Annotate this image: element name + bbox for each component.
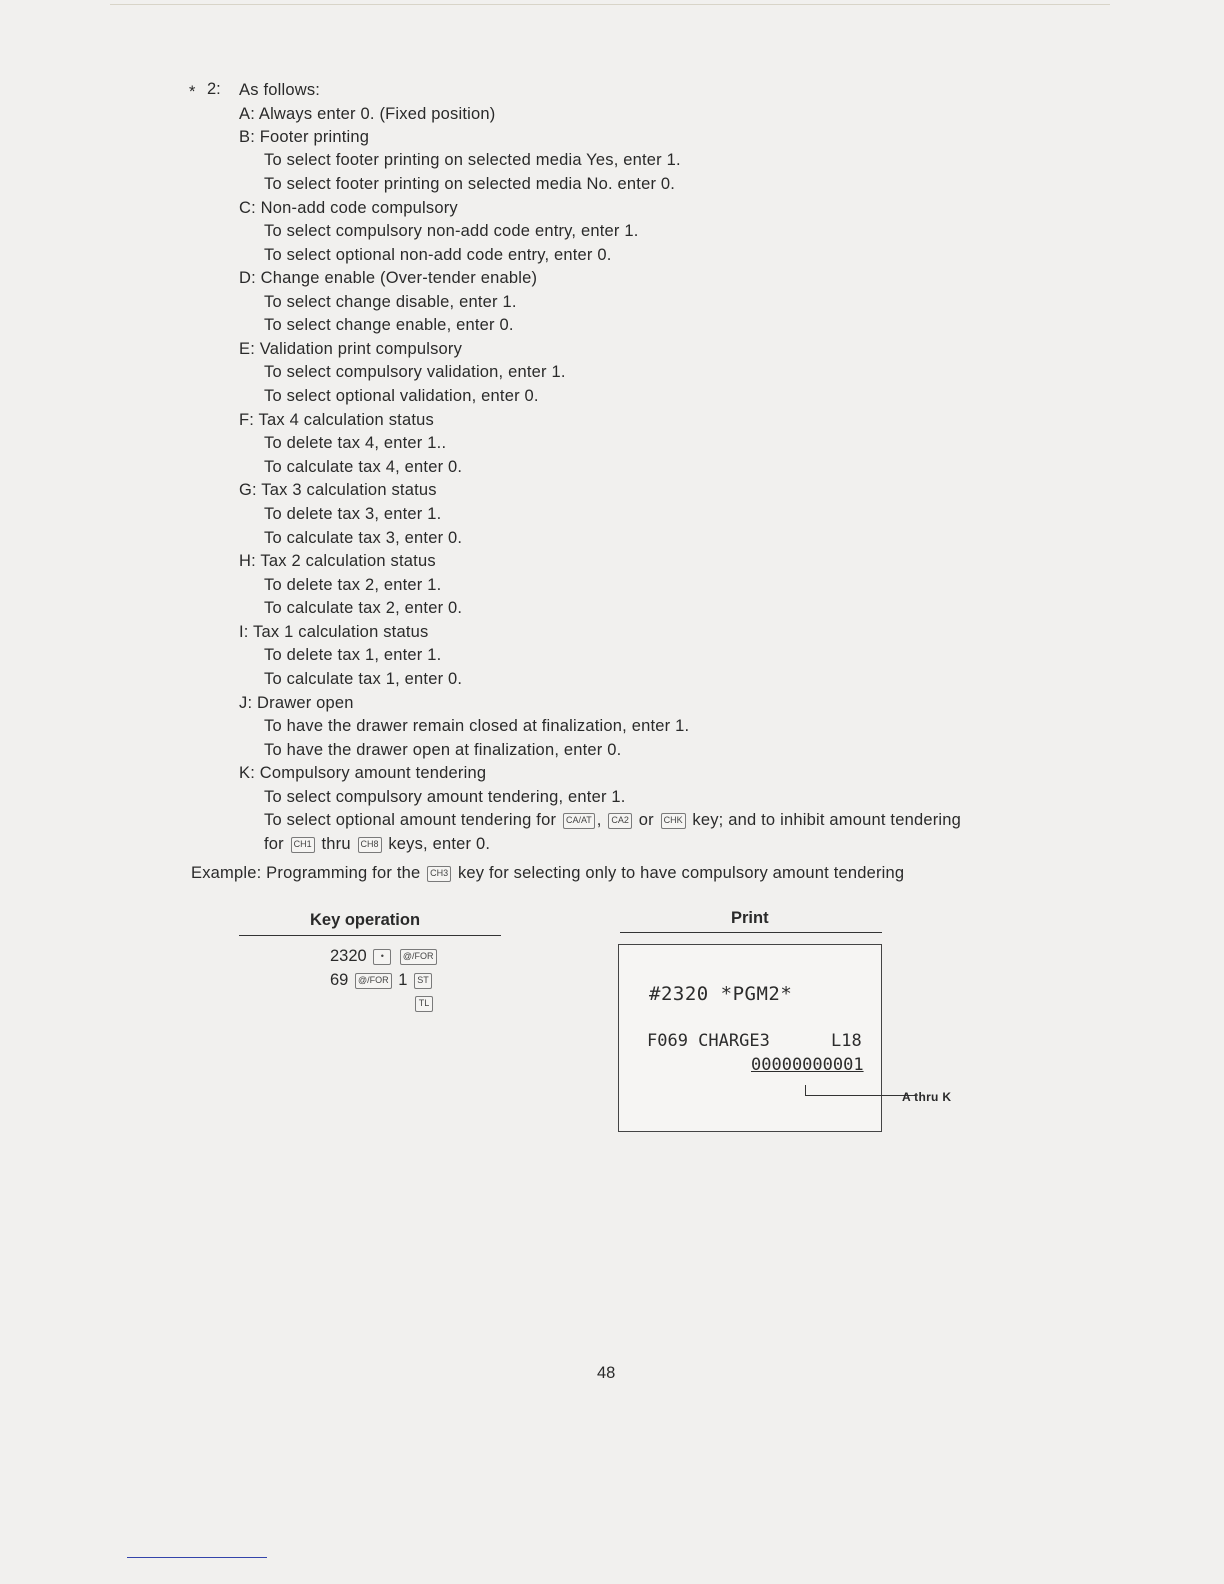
pointer-tick	[805, 1085, 806, 1095]
item-i-title: I: Tax 1 calculation status	[239, 623, 429, 641]
k-text-c: key; and to inhibit amount tendering	[692, 811, 962, 829]
item-e-line-2: To select optional validation, enter 0.	[264, 387, 539, 405]
item-i-line-2: To calculate tax 1, enter 0.	[264, 670, 463, 688]
st-key-icon: ST	[414, 973, 432, 989]
key-op-digit: 1	[398, 971, 408, 989]
key-op-row-1	[330, 947, 439, 966]
decimal-key-icon: •	[373, 949, 391, 965]
item-b-line-1: To select footer printing on selected media Yes, enter 1.	[264, 151, 681, 169]
item-h-line-1: To delete tax 2, enter 1.	[264, 576, 442, 594]
example-line	[191, 863, 904, 883]
item-k-title: K: Compulsory amount tendering	[239, 764, 487, 782]
ca-at-key-icon: CA/AT	[563, 813, 595, 829]
item-f-title: F: Tax 4 calculation status	[239, 411, 434, 429]
item-d-title: D: Change enable (Over-tender enable)	[239, 269, 538, 287]
item-k-line-2	[264, 810, 961, 830]
item-d-line-1: To select change disable, enter 1.	[264, 293, 517, 311]
item-g-title: G: Tax 3 calculation status	[239, 481, 437, 499]
footer-rule	[127, 1557, 267, 1558]
pointer-label: A thru K	[902, 1090, 952, 1104]
item-j-line-1: To have the drawer remain closed at finalization, enter 1.	[264, 717, 690, 735]
item-c-line-2: To select optional non-add code entry, enter 0.	[264, 246, 612, 264]
pointer-leader-line	[805, 1095, 915, 1096]
item-k-line-3	[264, 834, 490, 854]
item-j-line-2: To have the drawer open at finalization, enter 0.	[264, 741, 622, 759]
at-for-key-icon: @/FOR	[400, 949, 437, 965]
item-f-line-1: To delete tax 4, enter 1..	[264, 434, 447, 452]
note-marker: *	[189, 83, 196, 101]
receipt-printout	[618, 944, 882, 1132]
item-i-line-1: To delete tax 1, enter 1.	[264, 646, 442, 664]
key-op-number-1: 2320	[330, 947, 367, 965]
item-k-line-1: To select compulsory amount tendering, enter 1.	[264, 788, 626, 806]
item-d-line-2: To select change enable, enter 0.	[264, 316, 514, 334]
k-text-a: To select optional amount tendering for	[264, 811, 557, 829]
item-c-line-1: To select compulsory non-add code entry, enter 1.	[264, 222, 639, 240]
item-a-title: A: Always enter 0. (Fixed position)	[239, 105, 496, 123]
print-rule	[620, 932, 882, 933]
page-number: 48	[597, 1364, 616, 1382]
k-text-e: thru	[321, 835, 351, 853]
item-e-line-1: To select compulsory validation, enter 1.	[264, 363, 566, 381]
ch3-key-icon: CH3	[427, 866, 451, 882]
chk-key-icon: CHK	[661, 813, 686, 829]
key-op-number-2: 69	[330, 971, 349, 989]
item-h-line-2: To calculate tax 2, enter 0.	[264, 599, 463, 617]
note-intro: As follows:	[239, 81, 321, 99]
k-text-b: or	[638, 811, 654, 829]
key-operation-rule	[239, 935, 501, 936]
ch1-key-icon: CH1	[291, 837, 315, 853]
item-e-title: E: Validation print compulsory	[239, 340, 463, 358]
ch8-key-icon: CH8	[358, 837, 382, 853]
item-g-line-2: To calculate tax 3, enter 0.	[264, 529, 463, 547]
print-heading: Print	[731, 909, 769, 927]
receipt-line-3: 00000000001	[751, 1055, 864, 1075]
k-text-d: for	[264, 835, 284, 853]
note-number: 2:	[207, 80, 221, 98]
ca2-key-icon: CA2	[608, 813, 632, 829]
item-h-title: H: Tax 2 calculation status	[239, 552, 436, 570]
key-op-row-3	[413, 994, 435, 1013]
receipt-line-2-left: F069 CHARGE3	[647, 1031, 770, 1051]
receipt-line-1: #2320 *PGM2*	[649, 983, 793, 1005]
receipt-line-2-right: L18	[831, 1031, 862, 1051]
scan-edge	[110, 4, 1110, 5]
key-operation-heading: Key operation	[310, 911, 421, 929]
k-sep: ,	[596, 811, 602, 829]
item-j-title: J: Drawer open	[239, 694, 354, 712]
item-b-title: B: Footer printing	[239, 128, 370, 146]
item-g-line-1: To delete tax 3, enter 1.	[264, 505, 442, 523]
item-f-line-2: To calculate tax 4, enter 0.	[264, 458, 463, 476]
k-text-f: keys, enter 0.	[388, 835, 491, 853]
item-b-line-2: To select footer printing on selected media No. enter 0.	[264, 175, 676, 193]
at-for-key-icon-2: @/FOR	[355, 973, 392, 989]
key-op-row-2	[330, 971, 434, 990]
tl-key-icon: TL	[415, 996, 433, 1012]
item-c-title: C: Non-add code compulsory	[239, 199, 458, 217]
example-text-b: key for selecting only to have compulsory amount tendering	[457, 864, 905, 882]
example-text-a: Example: Programming for the	[191, 864, 421, 882]
